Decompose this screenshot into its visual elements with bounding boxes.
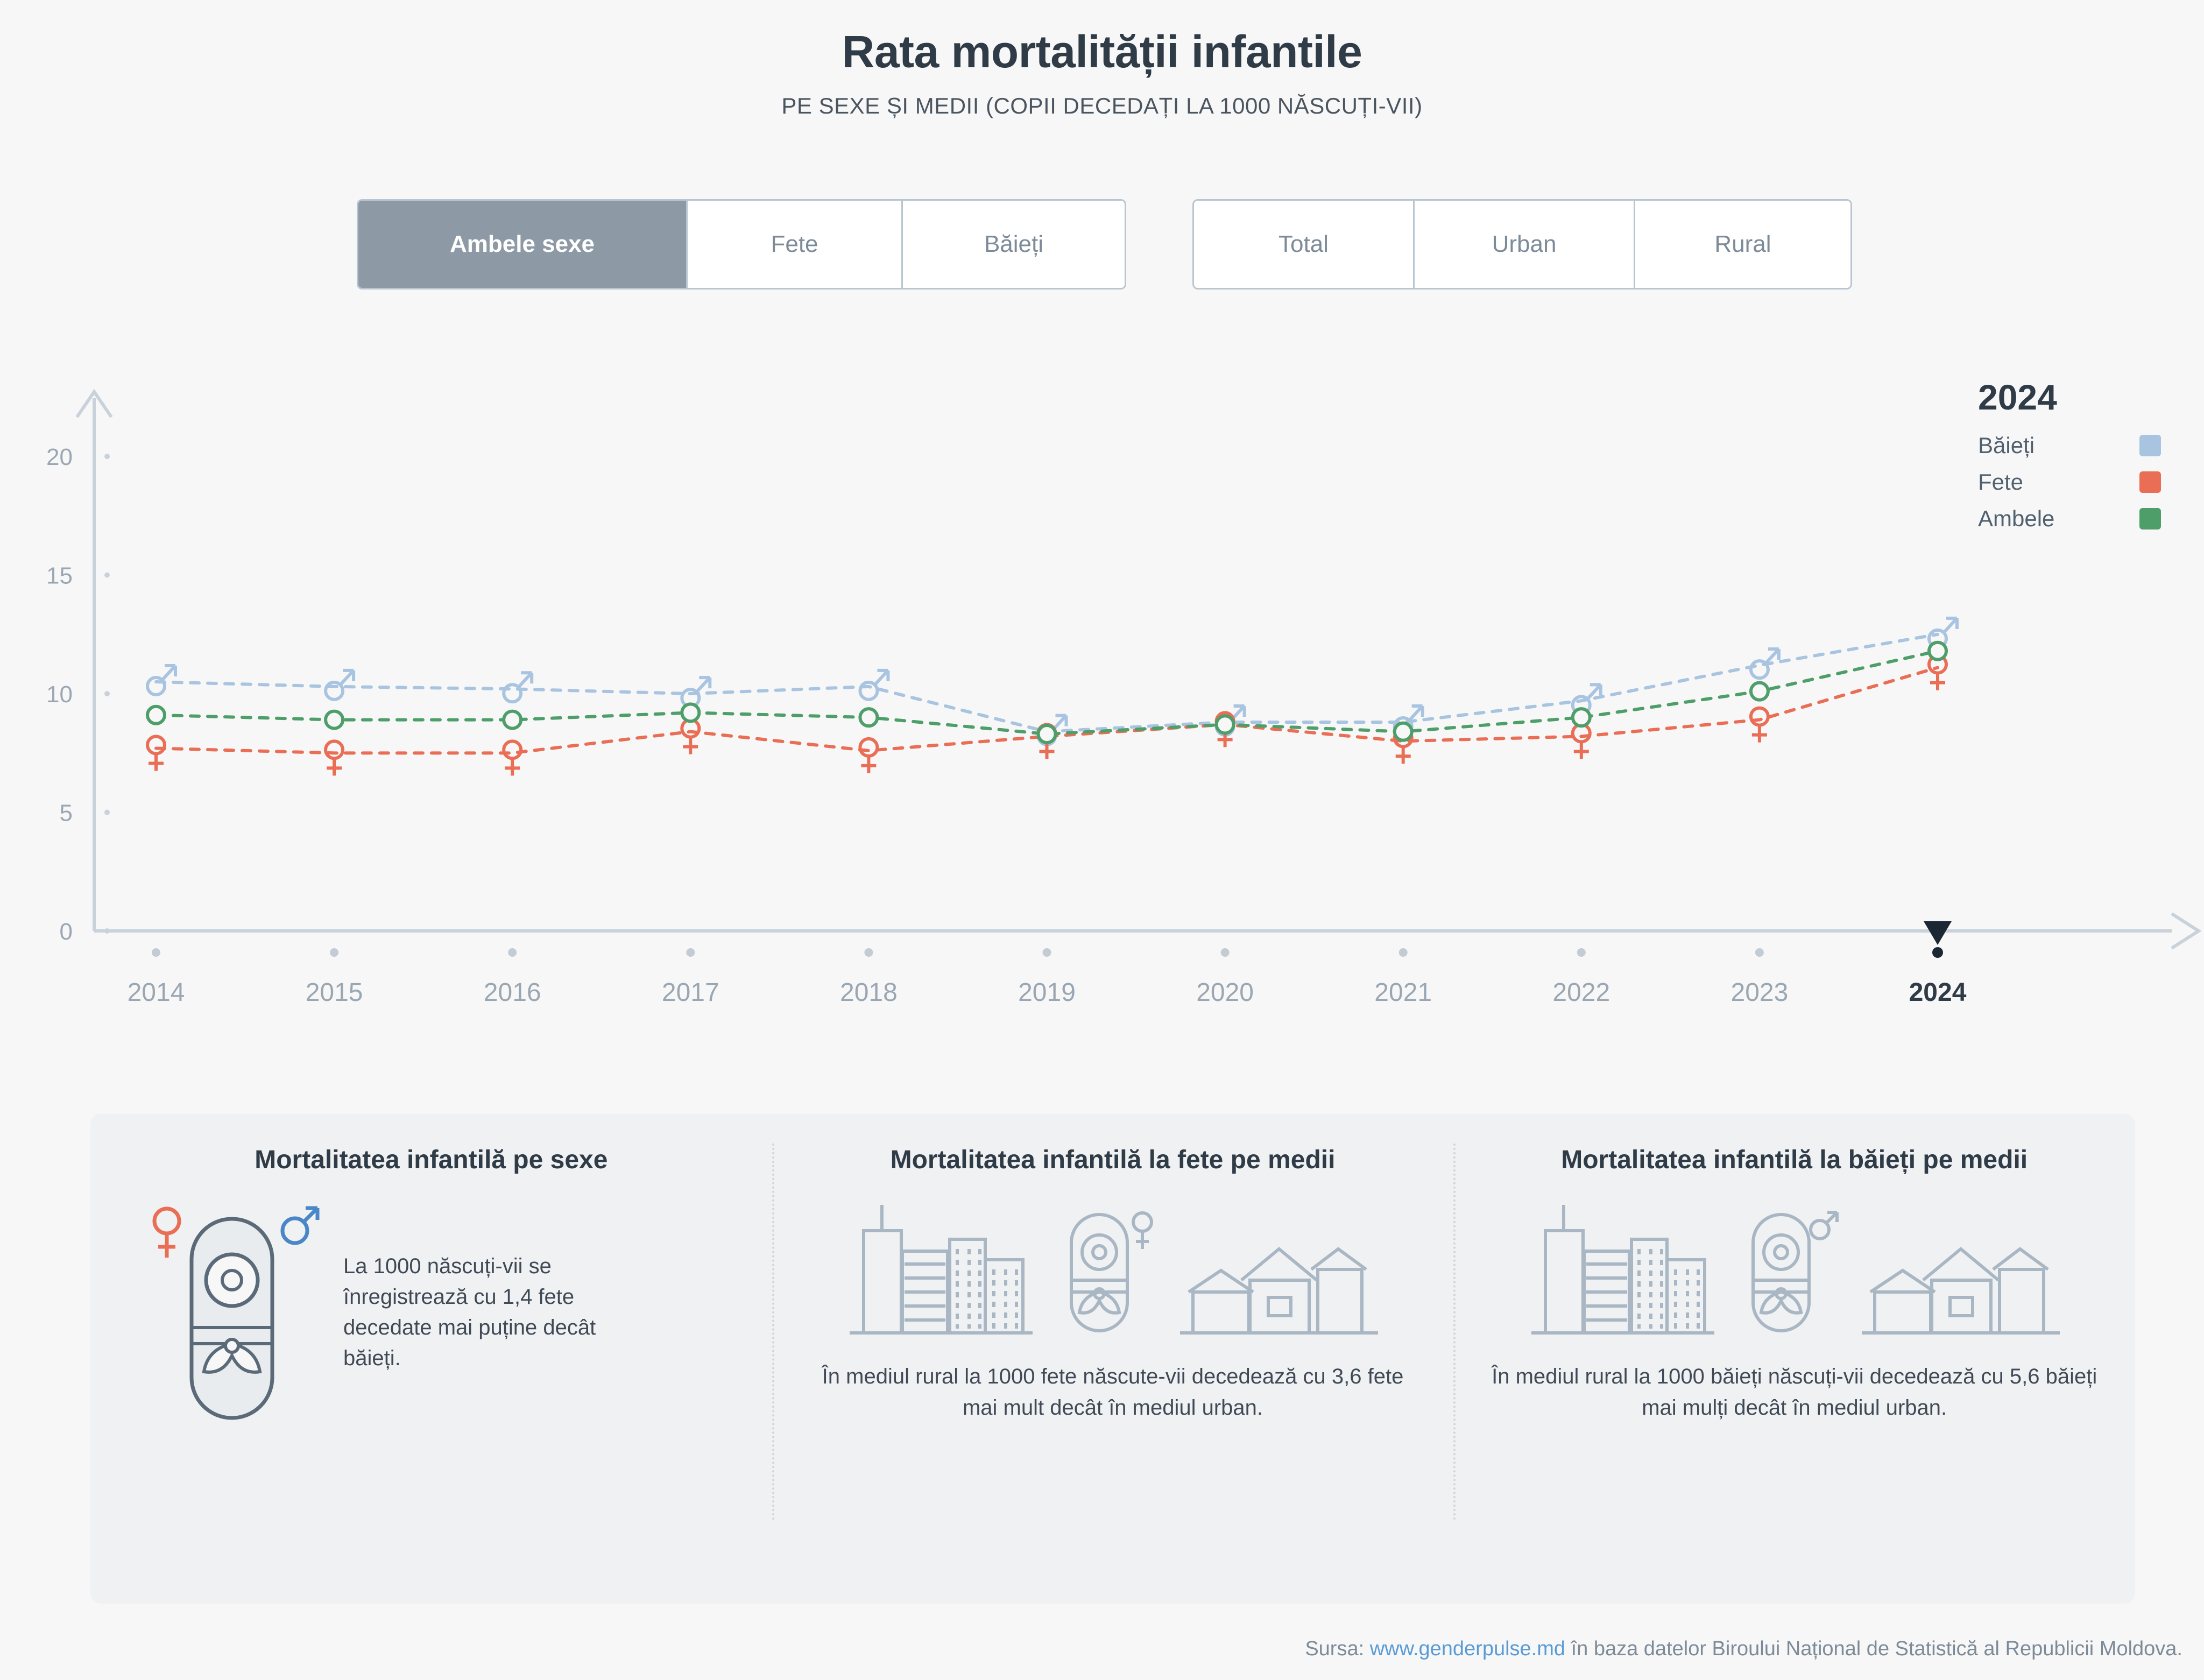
svg-text:10: 10 [46, 681, 73, 708]
insights-panel [90, 1114, 2135, 1604]
svg-text:2018: 2018 [840, 978, 898, 1007]
legend-item-fete [1978, 469, 2161, 495]
source-suffix: în baza datelor Biroului Național de Statistică al Republicii Moldova. [1565, 1637, 2182, 1660]
male-symbol-icon [282, 1208, 317, 1243]
toggle-total[interactable]: Total [1194, 201, 1415, 288]
chart-container [0, 355, 2204, 1076]
rural-houses-icon [1859, 1199, 2063, 1339]
legend-swatch-baieti [2139, 435, 2161, 456]
svg-text:0: 0 [59, 919, 73, 945]
legend-label-baieti: Băieți [1978, 433, 2035, 458]
toggle-fete[interactable]: Fete [688, 201, 903, 288]
insight-column-boys [1453, 1114, 2135, 1604]
chart-legend [1978, 377, 2161, 542]
baby-female-icon [1056, 1199, 1158, 1339]
svg-text:2020: 2020 [1196, 978, 1254, 1007]
baby-male-icon [1738, 1199, 1840, 1339]
svg-text:2015: 2015 [305, 978, 363, 1007]
svg-text:2021: 2021 [1374, 978, 1432, 1007]
legend-swatch-fete [2139, 471, 2161, 493]
svg-text:2016: 2016 [483, 978, 541, 1007]
female-symbol-icon [154, 1209, 179, 1258]
infant-mortality-line-chart [0, 355, 2204, 1076]
legend-item-baieti [1978, 433, 2161, 458]
insight-text-boys: În mediul rural la 1000 băieți născuți-vii decedează cu 5,6 băieți mai mulți decât în mediul urban. [1492, 1365, 2097, 1420]
toggle-rural[interactable]: Rural [1635, 201, 1850, 288]
legend-label-fete: Fete [1978, 469, 2024, 495]
source-prefix: Sursa: [1305, 1637, 1370, 1660]
svg-text:2023: 2023 [1730, 978, 1789, 1007]
insight-title-girls: Mortalitatea infantilă la fete pe medii [890, 1146, 1336, 1174]
insight-column-sexes [90, 1114, 772, 1604]
legend-year: 2024 [1978, 377, 2057, 417]
baby-icon [144, 1199, 322, 1425]
series-fete [147, 656, 1946, 776]
svg-text:20: 20 [46, 444, 73, 471]
svg-text:2014: 2014 [127, 978, 185, 1007]
sex-toggle-group [357, 199, 1126, 290]
city-buildings-icon [1526, 1199, 1720, 1339]
insight-title-boys: Mortalitatea infantilă la băieți pe medii [1561, 1146, 2028, 1174]
toggle-baieti[interactable]: Băieți [903, 201, 1125, 288]
filter-toggles [0, 199, 2204, 296]
insight-title-sexes: Mortalitatea infantilă pe sexe [255, 1146, 608, 1174]
svg-text:15: 15 [46, 562, 73, 589]
swaddle-shape [192, 1219, 272, 1418]
legend-swatch-ambele [2139, 508, 2161, 530]
svg-text:2022: 2022 [1552, 978, 1610, 1007]
environment-toggle-group [1192, 199, 1852, 290]
toggle-urban[interactable]: Urban [1415, 201, 1635, 288]
source-footer [1305, 1637, 2182, 1661]
insight-text-girls: În mediul rural la 1000 fete născute-vii decedează cu 3,6 fete mai mult decât în mediul urban. [822, 1365, 1404, 1420]
svg-text:2024: 2024 [1909, 978, 1967, 1007]
legend-item-ambele [1978, 506, 2161, 532]
page-subtitle: PE SEXE ȘI MEDII (COPII DECEDAȚI LA 1000 NĂSCUȚI-VII) [781, 93, 1423, 118]
rural-houses-icon [1177, 1199, 1381, 1339]
source-link[interactable]: www.genderpulse.md [1369, 1637, 1566, 1660]
toggle-ambele-sexe[interactable]: Ambele sexe [358, 201, 688, 288]
svg-text:5: 5 [59, 800, 73, 827]
svg-text:2019: 2019 [1018, 978, 1076, 1007]
insight-text-sexes: La 1000 născuți-vii se înregistrează cu 1,4 fete decedate mai puține decât băieți. [343, 1254, 596, 1370]
insight-column-girls [772, 1114, 1454, 1604]
page-header [0, 0, 2204, 119]
page-title: Rata mortalității infantile [842, 26, 1362, 77]
svg-text:2017: 2017 [661, 978, 719, 1007]
legend-label-ambele: Ambele [1978, 506, 2055, 531]
city-buildings-icon [844, 1199, 1038, 1339]
